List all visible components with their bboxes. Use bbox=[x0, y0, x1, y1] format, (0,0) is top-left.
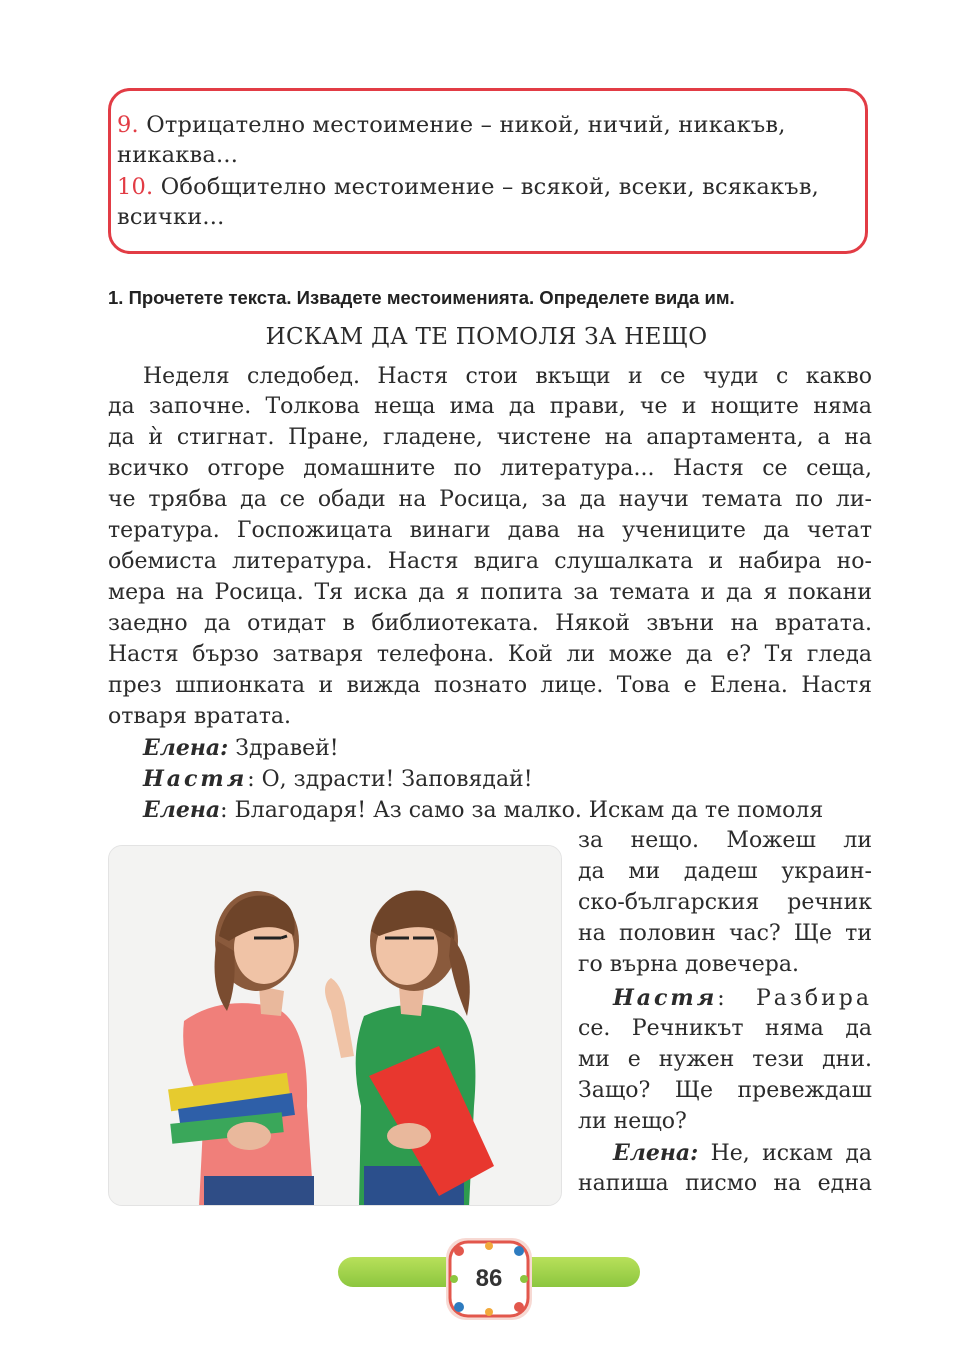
dialogue-line: ми е нужен тези дни. bbox=[578, 1047, 872, 1072]
dialogue-line bbox=[143, 795, 823, 826]
dialogue-text: : О, здрасти! Заповядай! bbox=[247, 767, 533, 792]
paragraph-line: тература. Госпожицата винаги дава на учениците да четат bbox=[108, 518, 872, 543]
dialogue-line: да ми дадеш украин- bbox=[578, 859, 872, 884]
dialogue-line: напиша писмо на една bbox=[578, 1171, 872, 1196]
dialogue-text: : Разбира bbox=[717, 986, 872, 1011]
photo-two-girls bbox=[108, 845, 562, 1206]
dialogue-line bbox=[613, 1138, 872, 1169]
dialogue-text: Здравей! bbox=[228, 736, 339, 761]
paragraph-line: обемиста литература. Настя вдига слушалката и набира но- bbox=[108, 549, 872, 574]
rule-10-line-1 bbox=[117, 172, 819, 202]
story-title: ИСКАМ ДА ТЕ ПОМОЛЯ ЗА НЕЩО bbox=[265, 324, 708, 350]
dialogue-line: ли нещо? bbox=[578, 1109, 687, 1134]
paragraph-line: да започне. Толкова неща има да прави, че и нощите няма bbox=[108, 394, 872, 419]
rule-9-line-1 bbox=[117, 110, 786, 140]
rule-9-line-2: никаква... bbox=[117, 142, 239, 168]
rule-9-number: 9. bbox=[117, 112, 139, 138]
dialogue-line: ско-българския речник bbox=[578, 890, 872, 915]
paragraph-line: заедно да отидат в библиотеката. Някой звъни на вратата. bbox=[108, 611, 872, 636]
speaker-name: Елена: bbox=[143, 735, 229, 761]
dialogue-line: Защо? Ще превеждаш bbox=[578, 1078, 872, 1103]
paragraph-line: през шпионката и вижда познато лице. Това е Елена. Настя bbox=[108, 673, 872, 698]
photo-illustration bbox=[109, 846, 562, 1206]
dialogue-text: : Благодаря! Аз само за малко. Искам да те помоля bbox=[220, 798, 824, 823]
speaker-name: Настя bbox=[143, 766, 248, 792]
rule-9-text: Отрицателно местоимение – никой, ничий, никакъв, bbox=[138, 112, 786, 138]
paragraph-line: Настя бързо затваря телефона. Кой ли може да е? Тя гледа bbox=[108, 642, 872, 667]
paragraph-line: че трябва да се обади на Росица, за да научи темата по ли- bbox=[108, 487, 872, 512]
paragraph-line: Неделя следобед. Настя стои вкъщи и се чуди с какво bbox=[143, 364, 872, 389]
speaker-name: Елена bbox=[143, 797, 221, 823]
dialogue-text: Не, искам да bbox=[698, 1141, 872, 1166]
task-instruction: 1. Прочетете текста. Извадете местоименията. Определете вида им. bbox=[108, 287, 735, 308]
speaker-name: Елена: bbox=[613, 1140, 699, 1166]
dialogue-line bbox=[143, 733, 339, 764]
paragraph-line: да ѝ стигнат. Пране, гладене, чистене на апартамента, а на bbox=[108, 425, 872, 450]
speaker-name: Настя bbox=[613, 985, 718, 1011]
paragraph-line: мера на Росица. Тя иска да я попита за темата и да я покани bbox=[108, 580, 872, 605]
dialogue-line: го върна довечера. bbox=[578, 952, 799, 977]
dialogue-line bbox=[613, 983, 872, 1014]
dialogue-line: на половин час? Ще ти bbox=[578, 921, 872, 946]
dialogue-line: се. Речникът няма да bbox=[578, 1016, 872, 1041]
rule-10-text: Обобщително местоимение – всякой, всеки, всякакъв, bbox=[153, 174, 820, 200]
paragraph-line: всичко отгоре домашните по литература... Настя се сеща, bbox=[108, 456, 872, 481]
page-number: 86 bbox=[475, 1265, 503, 1292]
rule-10-number: 10. bbox=[117, 174, 154, 200]
paragraph-line: отваря вратата. bbox=[108, 704, 292, 729]
dialogue-line bbox=[143, 764, 533, 795]
rule-10-line-2: всички... bbox=[117, 204, 225, 230]
dialogue-line: за нещо. Можеш ли bbox=[578, 828, 872, 853]
